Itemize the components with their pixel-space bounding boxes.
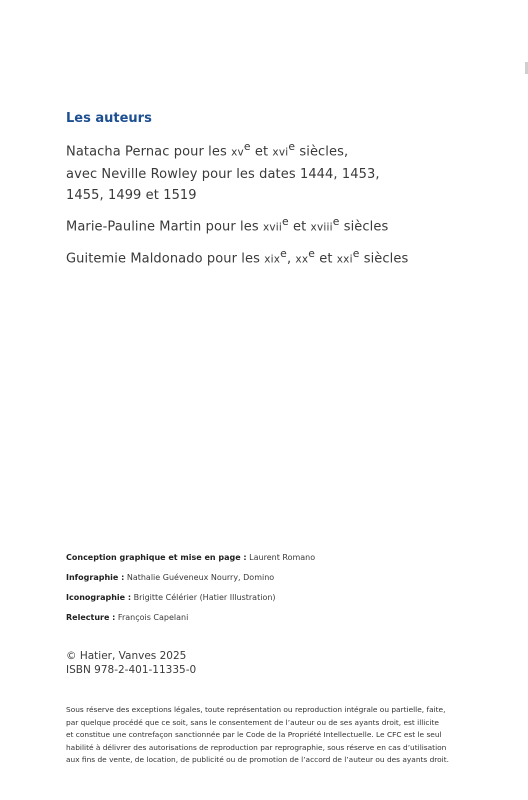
century-suffix: e (243, 140, 251, 153)
author-text: , (286, 250, 296, 266)
authors-heading: Les auteurs (66, 111, 152, 126)
author-text: siècles (359, 250, 409, 266)
copyright-line: © Hatier, Vanves 2025 (66, 650, 187, 662)
author-line-pernac (66, 136, 506, 164)
author-line-maldonado (66, 243, 506, 271)
century-suffix: e (280, 246, 287, 260)
author-text: et (250, 144, 273, 160)
credit-infographics (66, 572, 506, 583)
century-numeral: xv (231, 146, 244, 159)
century-numeral: xvi (272, 146, 289, 159)
century-numeral: xix (264, 252, 281, 265)
century-numeral: xx (295, 252, 309, 265)
legal-line: et constitue une contrefaçon sanctionnée par le Code de la Propriété Intellectuelle. Le CFC est le seul (66, 730, 442, 740)
credit-design (66, 552, 506, 563)
copyright-block (66, 649, 196, 677)
century-suffix: e (308, 246, 315, 260)
credit-value: Brigitte Célérier (Hatier Illustration) (131, 593, 276, 602)
legal-line: par quelque procédé que ce soit, sans le consentement de l’auteur ou de ses ayants droit, est illicite (66, 717, 439, 727)
century-numeral: xviii (310, 221, 333, 234)
legal-line: Sous réserve des exceptions légales, toute représentation ou reproduction intégrale ou partielle, faite, (66, 705, 446, 714)
credit-value: Nathalie Guéveneux Nourry, Domino (124, 573, 275, 582)
author-text: siècles (339, 219, 389, 235)
legal-notice (66, 704, 466, 767)
century-numeral: xxi (336, 252, 353, 265)
author-text: et (288, 219, 311, 235)
credit-iconography (66, 592, 506, 603)
author-line-dates: 1455, 1499 et 1519 (66, 188, 197, 204)
credit-label: Relecture : (66, 613, 116, 622)
credit-label: Iconographie : (66, 593, 132, 602)
credits-section (66, 552, 506, 632)
legal-line: aux fins de vente, de location, de publicité ou de promotion de l’accord de l’auteur ou des ayants droit. (66, 755, 449, 765)
authors-section (66, 110, 506, 270)
credit-proofreading (66, 612, 506, 623)
credit-value: François Capelani (115, 613, 189, 622)
isbn-line: ISBN 978-2-401-11335-0 (66, 664, 197, 676)
century-suffix: e (288, 140, 296, 153)
century-suffix: e (332, 214, 340, 228)
author-text: Natacha Pernac pour les (66, 144, 232, 160)
legal-line: habilité à délivrer des autorisations de reproduction par reprographie, sous réserve en cas d’utilisation (66, 742, 447, 752)
credit-label: Infographie : (66, 573, 125, 582)
author-line-rowley: avec Neville Rowley pour les dates 1444, 1453, (66, 166, 380, 182)
century-suffix: e (282, 214, 289, 228)
century-suffix: e (352, 246, 360, 260)
credit-value: Laurent Romano (246, 553, 316, 562)
author-text: siècles, (295, 144, 349, 160)
author-text: Guitemie Maldonado pour les (66, 250, 265, 266)
author-text: Marie-Pauline Martin pour les (66, 219, 263, 235)
author-text: et (315, 250, 337, 266)
century-numeral: xvii (262, 221, 282, 234)
author-line-martin (66, 211, 506, 239)
credit-label: Conception graphique et mise en page : (66, 553, 247, 562)
